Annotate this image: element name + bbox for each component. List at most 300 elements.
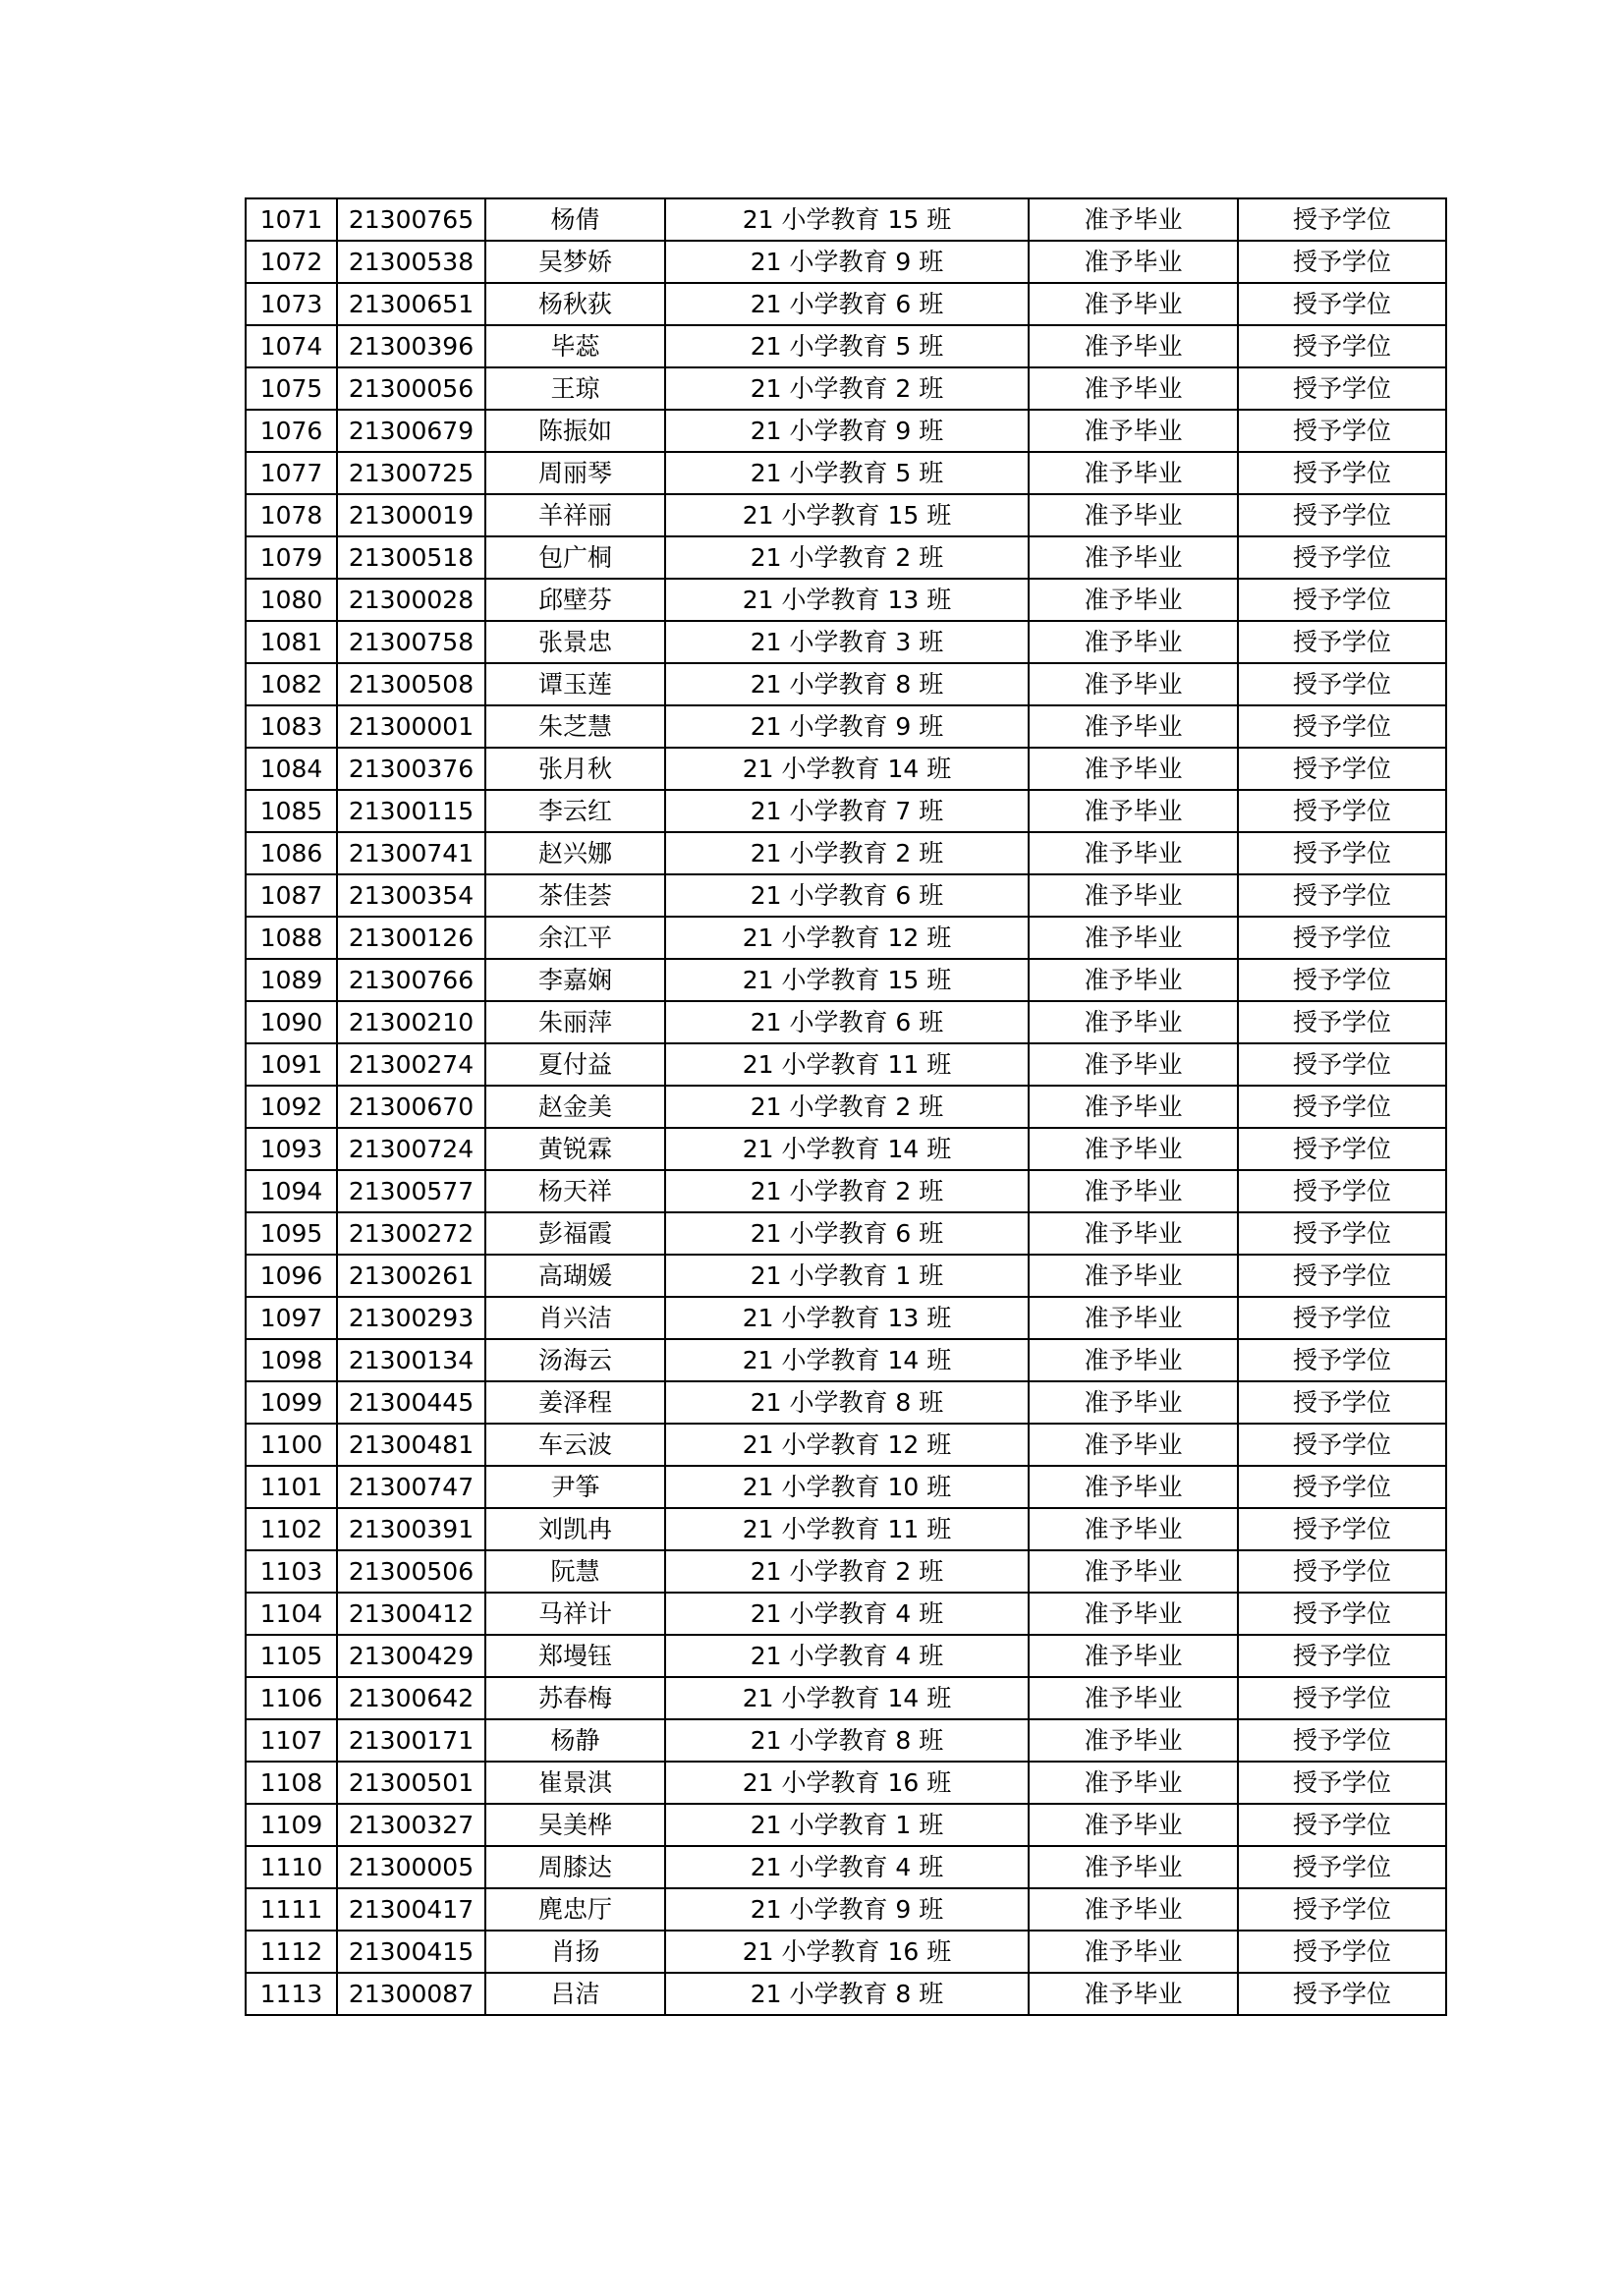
name-cell: 赵金美 [485, 1086, 665, 1128]
degree-status-cell: 授予学位 [1238, 1424, 1446, 1466]
table-row [246, 705, 1446, 748]
graduation-status-cell: 准予毕业 [1029, 1297, 1238, 1339]
student-id-cell: 21300724 [337, 1128, 485, 1170]
degree-status-cell: 授予学位 [1238, 1804, 1446, 1846]
student-id-cell: 21300327 [337, 1804, 485, 1846]
name-cell: 崔景淇 [485, 1762, 665, 1804]
name-cell: 尹筝 [485, 1466, 665, 1508]
degree-status-cell: 授予学位 [1238, 1212, 1446, 1255]
name-cell: 麂忠厅 [485, 1888, 665, 1931]
class-cell: 21 小学教育 11 班 [665, 1043, 1029, 1086]
student-id-cell: 21300001 [337, 705, 485, 748]
class-cell: 21 小学教育 13 班 [665, 579, 1029, 621]
degree-status-cell: 授予学位 [1238, 1086, 1446, 1128]
table-row [246, 790, 1446, 832]
seq-cell: 1108 [246, 1762, 337, 1804]
table-row [246, 1043, 1446, 1086]
table-row [246, 832, 1446, 874]
graduation-status-cell: 准予毕业 [1029, 1255, 1238, 1297]
class-cell: 21 小学教育 4 班 [665, 1593, 1029, 1635]
name-cell: 郑墁钰 [485, 1635, 665, 1677]
student-id-cell: 21300171 [337, 1719, 485, 1762]
student-id-cell: 21300670 [337, 1086, 485, 1128]
degree-status-cell: 授予学位 [1238, 579, 1446, 621]
table-row [246, 1086, 1446, 1128]
graduation-status-cell: 准予毕业 [1029, 1973, 1238, 2015]
degree-status-cell: 授予学位 [1238, 705, 1446, 748]
seq-cell: 1088 [246, 917, 337, 959]
graduation-status-cell: 准予毕业 [1029, 1086, 1238, 1128]
class-cell: 21 小学教育 3 班 [665, 621, 1029, 663]
student-id-cell: 21300354 [337, 874, 485, 917]
table-row [246, 325, 1446, 367]
seq-cell: 1079 [246, 536, 337, 579]
table-row [246, 874, 1446, 917]
name-cell: 杨静 [485, 1719, 665, 1762]
degree-status-cell: 授予学位 [1238, 198, 1446, 241]
seq-cell: 1085 [246, 790, 337, 832]
seq-cell: 1111 [246, 1888, 337, 1931]
student-id-cell: 21300134 [337, 1339, 485, 1381]
student-id-cell: 21300501 [337, 1762, 485, 1804]
degree-status-cell: 授予学位 [1238, 959, 1446, 1001]
table-row [246, 198, 1446, 241]
table-row [246, 1973, 1446, 2015]
degree-status-cell: 授予学位 [1238, 536, 1446, 579]
degree-status-cell: 授予学位 [1238, 1339, 1446, 1381]
graduation-status-cell: 准予毕业 [1029, 1888, 1238, 1931]
seq-cell: 1112 [246, 1931, 337, 1973]
degree-status-cell: 授予学位 [1238, 663, 1446, 705]
class-cell: 21 小学教育 14 班 [665, 1677, 1029, 1719]
class-cell: 21 小学教育 8 班 [665, 1381, 1029, 1424]
degree-status-cell: 授予学位 [1238, 1593, 1446, 1635]
name-cell: 陈振如 [485, 410, 665, 452]
graduation-status-cell: 准予毕业 [1029, 790, 1238, 832]
graduation-status-cell: 准予毕业 [1029, 1212, 1238, 1255]
class-cell: 21 小学教育 1 班 [665, 1804, 1029, 1846]
table-row [246, 1001, 1446, 1043]
graduation-status-cell: 准予毕业 [1029, 1508, 1238, 1550]
name-cell: 杨倩 [485, 198, 665, 241]
degree-status-cell: 授予学位 [1238, 748, 1446, 790]
name-cell: 王琼 [485, 367, 665, 410]
graduation-status-cell: 准予毕业 [1029, 410, 1238, 452]
student-id-cell: 21300642 [337, 1677, 485, 1719]
class-cell: 21 小学教育 6 班 [665, 283, 1029, 325]
seq-cell: 1073 [246, 283, 337, 325]
class-cell: 21 小学教育 13 班 [665, 1297, 1029, 1339]
student-id-cell: 21300126 [337, 917, 485, 959]
seq-cell: 1084 [246, 748, 337, 790]
graduation-status-cell: 准予毕业 [1029, 874, 1238, 917]
graduation-status-cell: 准予毕业 [1029, 283, 1238, 325]
degree-status-cell: 授予学位 [1238, 1550, 1446, 1593]
table-row [246, 1424, 1446, 1466]
graduation-status-cell: 准予毕业 [1029, 1381, 1238, 1424]
degree-status-cell: 授予学位 [1238, 621, 1446, 663]
student-id-cell: 21300758 [337, 621, 485, 663]
table-row [246, 748, 1446, 790]
graduation-status-cell: 准予毕业 [1029, 241, 1238, 283]
graduation-roster-table [245, 197, 1447, 2016]
degree-status-cell: 授予学位 [1238, 452, 1446, 494]
class-cell: 21 小学教育 8 班 [665, 1719, 1029, 1762]
seq-cell: 1082 [246, 663, 337, 705]
graduation-status-cell: 准予毕业 [1029, 1339, 1238, 1381]
degree-status-cell: 授予学位 [1238, 1381, 1446, 1424]
name-cell: 高瑚媛 [485, 1255, 665, 1297]
name-cell: 谭玉莲 [485, 663, 665, 705]
class-cell: 21 小学教育 4 班 [665, 1846, 1029, 1888]
degree-status-cell: 授予学位 [1238, 790, 1446, 832]
graduation-status-cell: 准予毕业 [1029, 1128, 1238, 1170]
name-cell: 赵兴娜 [485, 832, 665, 874]
seq-cell: 1071 [246, 198, 337, 241]
class-cell: 21 小学教育 15 班 [665, 494, 1029, 536]
name-cell: 张景忠 [485, 621, 665, 663]
name-cell: 周膝达 [485, 1846, 665, 1888]
seq-cell: 1090 [246, 1001, 337, 1043]
seq-cell: 1093 [246, 1128, 337, 1170]
student-id-cell: 21300651 [337, 283, 485, 325]
degree-status-cell: 授予学位 [1238, 1931, 1446, 1973]
graduation-status-cell: 准予毕业 [1029, 494, 1238, 536]
degree-status-cell: 授予学位 [1238, 1846, 1446, 1888]
class-cell: 21 小学教育 10 班 [665, 1466, 1029, 1508]
graduation-status-cell: 准予毕业 [1029, 1043, 1238, 1086]
student-id-cell: 21300391 [337, 1508, 485, 1550]
degree-status-cell: 授予学位 [1238, 1297, 1446, 1339]
class-cell: 21 小学教育 6 班 [665, 1001, 1029, 1043]
seq-cell: 1099 [246, 1381, 337, 1424]
class-cell: 21 小学教育 12 班 [665, 917, 1029, 959]
table-row [246, 1677, 1446, 1719]
seq-cell: 1113 [246, 1973, 337, 2015]
seq-cell: 1096 [246, 1255, 337, 1297]
student-id-cell: 21300261 [337, 1255, 485, 1297]
class-cell: 21 小学教育 2 班 [665, 832, 1029, 874]
seq-cell: 1078 [246, 494, 337, 536]
table-row [246, 1297, 1446, 1339]
class-cell: 21 小学教育 7 班 [665, 790, 1029, 832]
class-cell: 21 小学教育 2 班 [665, 367, 1029, 410]
class-cell: 21 小学教育 1 班 [665, 1255, 1029, 1297]
class-cell: 21 小学教育 12 班 [665, 1424, 1029, 1466]
class-cell: 21 小学教育 8 班 [665, 1973, 1029, 2015]
name-cell: 羊祥丽 [485, 494, 665, 536]
student-id-cell: 21300725 [337, 452, 485, 494]
name-cell: 茶佳荟 [485, 874, 665, 917]
student-id-cell: 21300679 [337, 410, 485, 452]
class-cell: 21 小学教育 4 班 [665, 1635, 1029, 1677]
table-row [246, 1593, 1446, 1635]
table-row [246, 241, 1446, 283]
table-row [246, 1762, 1446, 1804]
student-id-cell: 21300396 [337, 325, 485, 367]
student-id-cell: 21300028 [337, 579, 485, 621]
student-id-cell: 21300210 [337, 1001, 485, 1043]
student-id-cell: 21300766 [337, 959, 485, 1001]
class-cell: 21 小学教育 2 班 [665, 1086, 1029, 1128]
class-cell: 21 小学教育 11 班 [665, 1508, 1029, 1550]
table-row [246, 959, 1446, 1001]
name-cell: 吴梦娇 [485, 241, 665, 283]
table-row [246, 1846, 1446, 1888]
student-id-cell: 21300765 [337, 198, 485, 241]
class-cell: 21 小学教育 9 班 [665, 1888, 1029, 1931]
table-row [246, 1719, 1446, 1762]
seq-cell: 1106 [246, 1677, 337, 1719]
name-cell: 刘凯冉 [485, 1508, 665, 1550]
degree-status-cell: 授予学位 [1238, 1170, 1446, 1212]
name-cell: 吕洁 [485, 1973, 665, 2015]
table-row [246, 917, 1446, 959]
name-cell: 肖扬 [485, 1931, 665, 1973]
table-row [246, 1508, 1446, 1550]
student-id-cell: 21300508 [337, 663, 485, 705]
class-cell: 21 小学教育 2 班 [665, 1170, 1029, 1212]
student-id-cell: 21300506 [337, 1550, 485, 1593]
class-cell: 21 小学教育 15 班 [665, 198, 1029, 241]
table-row [246, 1804, 1446, 1846]
seq-cell: 1077 [246, 452, 337, 494]
table-row [246, 1128, 1446, 1170]
name-cell: 苏春梅 [485, 1677, 665, 1719]
seq-cell: 1102 [246, 1508, 337, 1550]
seq-cell: 1083 [246, 705, 337, 748]
student-id-cell: 21300087 [337, 1973, 485, 2015]
table-row [246, 1381, 1446, 1424]
class-cell: 21 小学教育 14 班 [665, 748, 1029, 790]
class-cell: 21 小学教育 14 班 [665, 1128, 1029, 1170]
degree-status-cell: 授予学位 [1238, 1466, 1446, 1508]
name-cell: 阮慧 [485, 1550, 665, 1593]
graduation-status-cell: 准予毕业 [1029, 1635, 1238, 1677]
degree-status-cell: 授予学位 [1238, 241, 1446, 283]
student-id-cell: 21300417 [337, 1888, 485, 1931]
student-id-cell: 21300577 [337, 1170, 485, 1212]
degree-status-cell: 授予学位 [1238, 410, 1446, 452]
student-id-cell: 21300272 [337, 1212, 485, 1255]
class-cell: 21 小学教育 14 班 [665, 1339, 1029, 1381]
table-row [246, 1550, 1446, 1593]
name-cell: 杨秋荻 [485, 283, 665, 325]
graduation-status-cell: 准予毕业 [1029, 959, 1238, 1001]
seq-cell: 1098 [246, 1339, 337, 1381]
degree-status-cell: 授予学位 [1238, 1043, 1446, 1086]
table-row [246, 663, 1446, 705]
seq-cell: 1081 [246, 621, 337, 663]
student-id-cell: 21300518 [337, 536, 485, 579]
table-row [246, 1339, 1446, 1381]
student-id-cell: 21300415 [337, 1931, 485, 1973]
degree-status-cell: 授予学位 [1238, 494, 1446, 536]
name-cell: 邱壁芬 [485, 579, 665, 621]
name-cell: 李云红 [485, 790, 665, 832]
seq-cell: 1074 [246, 325, 337, 367]
degree-status-cell: 授予学位 [1238, 917, 1446, 959]
name-cell: 车云波 [485, 1424, 665, 1466]
graduation-status-cell: 准予毕业 [1029, 1593, 1238, 1635]
graduation-status-cell: 准予毕业 [1029, 367, 1238, 410]
name-cell: 姜泽程 [485, 1381, 665, 1424]
class-cell: 21 小学教育 8 班 [665, 663, 1029, 705]
name-cell: 彭福霞 [485, 1212, 665, 1255]
student-id-cell: 21300747 [337, 1466, 485, 1508]
seq-cell: 1105 [246, 1635, 337, 1677]
name-cell: 朱丽萍 [485, 1001, 665, 1043]
name-cell: 包广桐 [485, 536, 665, 579]
degree-status-cell: 授予学位 [1238, 367, 1446, 410]
table-row [246, 1635, 1446, 1677]
name-cell: 余江平 [485, 917, 665, 959]
table-row [246, 452, 1446, 494]
class-cell: 21 小学教育 15 班 [665, 959, 1029, 1001]
graduation-status-cell: 准予毕业 [1029, 1846, 1238, 1888]
class-cell: 21 小学教育 9 班 [665, 705, 1029, 748]
graduation-status-cell: 准予毕业 [1029, 1931, 1238, 1973]
degree-status-cell: 授予学位 [1238, 325, 1446, 367]
seq-cell: 1100 [246, 1424, 337, 1466]
degree-status-cell: 授予学位 [1238, 1128, 1446, 1170]
seq-cell: 1109 [246, 1804, 337, 1846]
graduation-status-cell: 准予毕业 [1029, 452, 1238, 494]
graduation-status-cell: 准予毕业 [1029, 325, 1238, 367]
table-row [246, 283, 1446, 325]
degree-status-cell: 授予学位 [1238, 1508, 1446, 1550]
graduation-status-cell: 准予毕业 [1029, 705, 1238, 748]
seq-cell: 1075 [246, 367, 337, 410]
student-id-cell: 21300429 [337, 1635, 485, 1677]
graduation-status-cell: 准予毕业 [1029, 579, 1238, 621]
name-cell: 马祥计 [485, 1593, 665, 1635]
seq-cell: 1080 [246, 579, 337, 621]
table-row [246, 1212, 1446, 1255]
name-cell: 周丽琴 [485, 452, 665, 494]
seq-cell: 1104 [246, 1593, 337, 1635]
table-row [246, 579, 1446, 621]
table-row [246, 494, 1446, 536]
degree-status-cell: 授予学位 [1238, 1762, 1446, 1804]
roster-body [246, 198, 1446, 2015]
table-row [246, 1170, 1446, 1212]
seq-cell: 1091 [246, 1043, 337, 1086]
student-id-cell: 21300481 [337, 1424, 485, 1466]
name-cell: 李嘉娴 [485, 959, 665, 1001]
class-cell: 21 小学教育 16 班 [665, 1931, 1029, 1973]
student-id-cell: 21300293 [337, 1297, 485, 1339]
degree-status-cell: 授予学位 [1238, 874, 1446, 917]
class-cell: 21 小学教育 5 班 [665, 325, 1029, 367]
degree-status-cell: 授予学位 [1238, 1973, 1446, 2015]
class-cell: 21 小学教育 5 班 [665, 452, 1029, 494]
table-row [246, 410, 1446, 452]
graduation-status-cell: 准予毕业 [1029, 1550, 1238, 1593]
seq-cell: 1103 [246, 1550, 337, 1593]
student-id-cell: 21300019 [337, 494, 485, 536]
graduation-status-cell: 准予毕业 [1029, 917, 1238, 959]
name-cell: 朱芝慧 [485, 705, 665, 748]
graduation-status-cell: 准予毕业 [1029, 663, 1238, 705]
degree-status-cell: 授予学位 [1238, 1635, 1446, 1677]
seq-cell: 1097 [246, 1297, 337, 1339]
class-cell: 21 小学教育 2 班 [665, 536, 1029, 579]
seq-cell: 1076 [246, 410, 337, 452]
degree-status-cell: 授予学位 [1238, 283, 1446, 325]
graduation-status-cell: 准予毕业 [1029, 1466, 1238, 1508]
seq-cell: 1072 [246, 241, 337, 283]
seq-cell: 1089 [246, 959, 337, 1001]
graduation-status-cell: 准予毕业 [1029, 1762, 1238, 1804]
graduation-status-cell: 准予毕业 [1029, 536, 1238, 579]
seq-cell: 1086 [246, 832, 337, 874]
student-id-cell: 21300005 [337, 1846, 485, 1888]
graduation-status-cell: 准予毕业 [1029, 621, 1238, 663]
student-id-cell: 21300115 [337, 790, 485, 832]
student-id-cell: 21300376 [337, 748, 485, 790]
name-cell: 张月秋 [485, 748, 665, 790]
table-row [246, 1888, 1446, 1931]
seq-cell: 1087 [246, 874, 337, 917]
class-cell: 21 小学教育 9 班 [665, 410, 1029, 452]
student-id-cell: 21300445 [337, 1381, 485, 1424]
table-row [246, 1255, 1446, 1297]
name-cell: 夏付益 [485, 1043, 665, 1086]
class-cell: 21 小学教育 16 班 [665, 1762, 1029, 1804]
graduation-status-cell: 准予毕业 [1029, 1424, 1238, 1466]
seq-cell: 1094 [246, 1170, 337, 1212]
degree-status-cell: 授予学位 [1238, 1255, 1446, 1297]
graduation-status-cell: 准予毕业 [1029, 198, 1238, 241]
degree-status-cell: 授予学位 [1238, 1888, 1446, 1931]
seq-cell: 1092 [246, 1086, 337, 1128]
degree-status-cell: 授予学位 [1238, 1719, 1446, 1762]
table-row [246, 1466, 1446, 1508]
class-cell: 21 小学教育 6 班 [665, 874, 1029, 917]
graduation-status-cell: 准予毕业 [1029, 748, 1238, 790]
seq-cell: 1095 [246, 1212, 337, 1255]
graduation-status-cell: 准予毕业 [1029, 1170, 1238, 1212]
name-cell: 杨天祥 [485, 1170, 665, 1212]
graduation-status-cell: 准予毕业 [1029, 1677, 1238, 1719]
student-id-cell: 21300538 [337, 241, 485, 283]
graduation-status-cell: 准予毕业 [1029, 832, 1238, 874]
degree-status-cell: 授予学位 [1238, 1677, 1446, 1719]
seq-cell: 1110 [246, 1846, 337, 1888]
name-cell: 毕蕊 [485, 325, 665, 367]
seq-cell: 1107 [246, 1719, 337, 1762]
graduation-status-cell: 准予毕业 [1029, 1001, 1238, 1043]
student-id-cell: 21300741 [337, 832, 485, 874]
name-cell: 吴美桦 [485, 1804, 665, 1846]
table-row [246, 1931, 1446, 1973]
degree-status-cell: 授予学位 [1238, 1001, 1446, 1043]
class-cell: 21 小学教育 9 班 [665, 241, 1029, 283]
table-row [246, 621, 1446, 663]
degree-status-cell: 授予学位 [1238, 832, 1446, 874]
table-row [246, 367, 1446, 410]
student-id-cell: 21300274 [337, 1043, 485, 1086]
name-cell: 汤海云 [485, 1339, 665, 1381]
class-cell: 21 小学教育 2 班 [665, 1550, 1029, 1593]
student-id-cell: 21300056 [337, 367, 485, 410]
table-row [246, 536, 1446, 579]
graduation-status-cell: 准予毕业 [1029, 1804, 1238, 1846]
seq-cell: 1101 [246, 1466, 337, 1508]
name-cell: 肖兴洁 [485, 1297, 665, 1339]
class-cell: 21 小学教育 6 班 [665, 1212, 1029, 1255]
